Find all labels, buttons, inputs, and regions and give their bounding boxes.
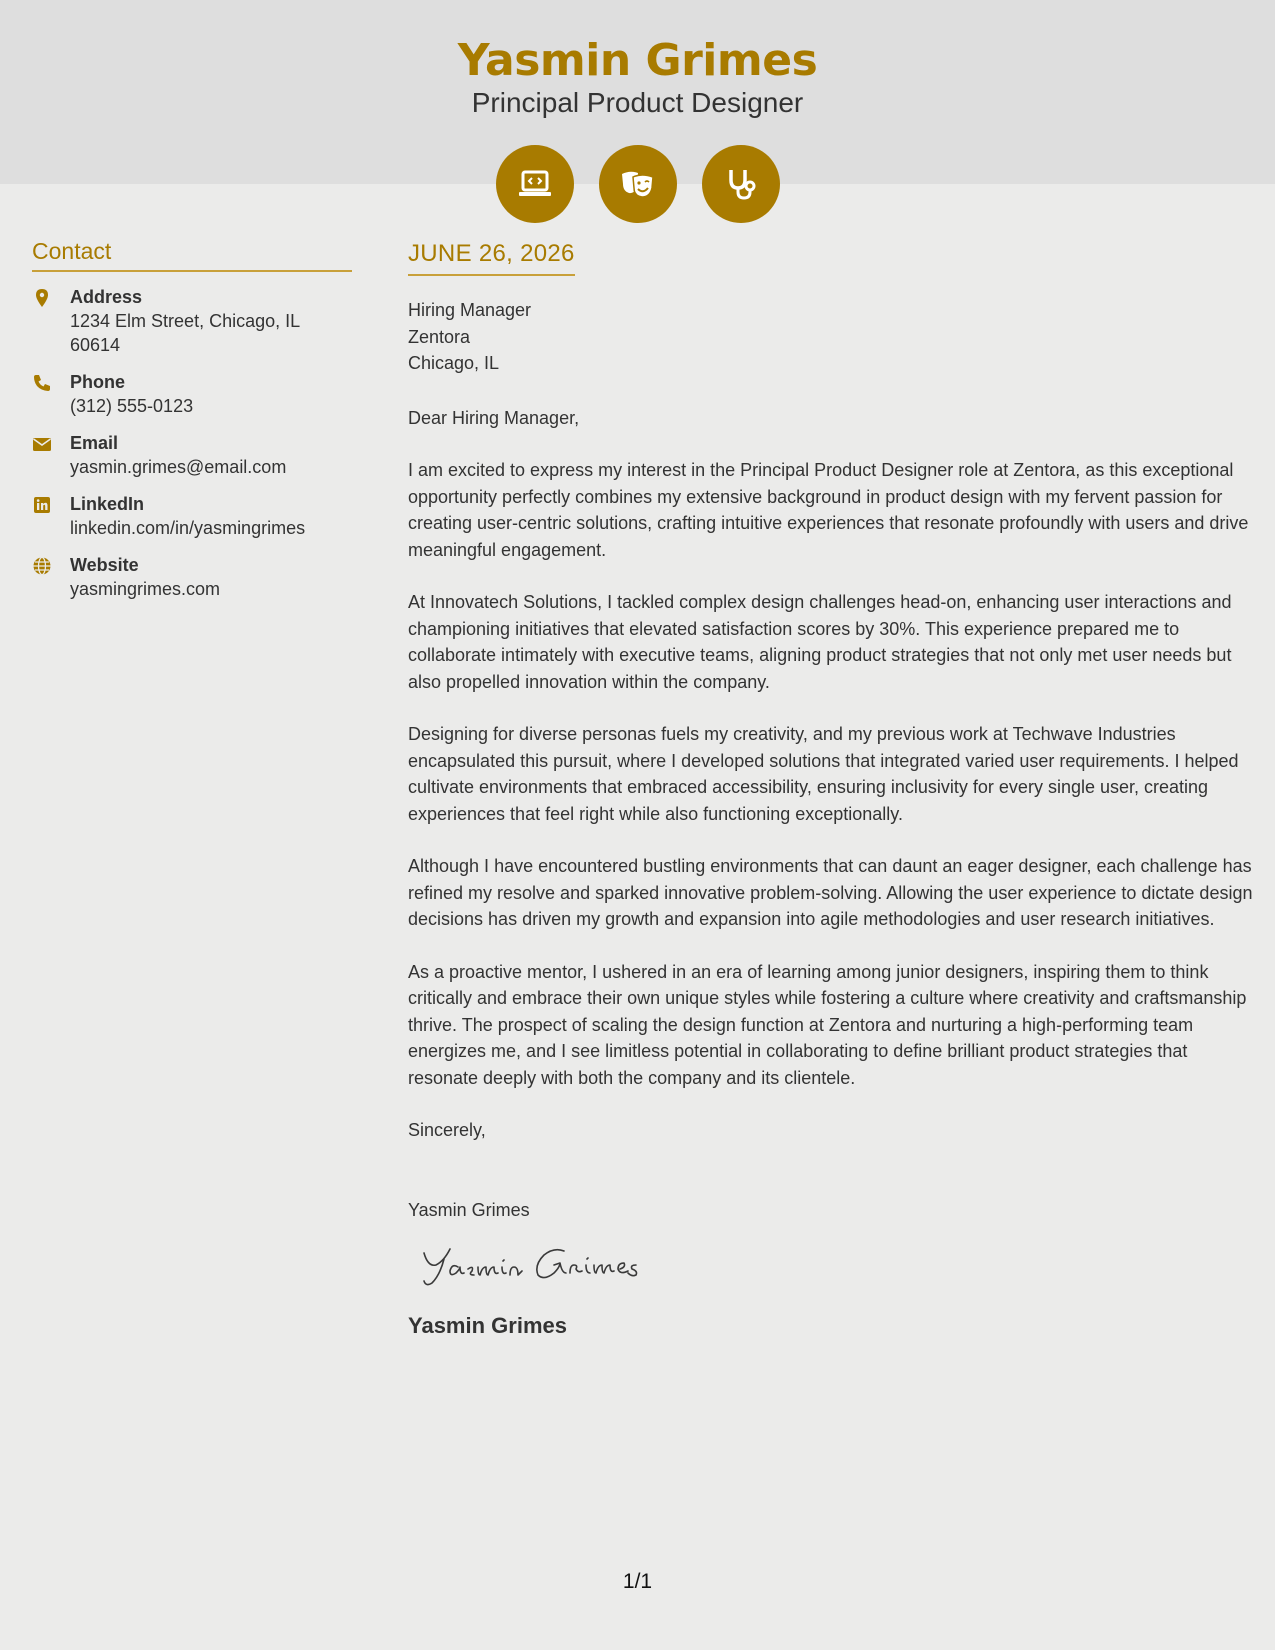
phone-icon [32,370,70,418]
contact-website [32,553,352,601]
page-number: 1/1 [622,1570,653,1593]
globe-icon [32,553,70,601]
recipient-block [408,297,1253,377]
linkedin-icon [32,492,70,540]
signature [414,1241,1253,1289]
recipient-line: Chicago, IL [408,353,500,373]
address-value: 1234 Elm Street, Chicago, IL 60614 [70,311,300,355]
contact-phone [32,370,352,418]
typed-name: Yasmin Grimes [408,1199,530,1220]
recipient-line: Hiring Manager [408,300,532,320]
stethoscope-icon [702,145,780,223]
applicant-name: Yasmin Grimes [457,35,818,86]
linkedin-label: LinkedIn [70,494,145,514]
salutation: Dear Hiring Manager, [408,407,580,428]
paragraph: Although I have encountered bustling environments that can daunt an eager designer, each challenge has refined my resolve and sparked innovative problem-solving. Allowing the user experience to dictate design decisions has driven my growth and expansion into agile methodologies and user research initiatives. [408,856,1253,929]
recipient-line: Zentora [408,326,471,347]
email-label: Email [70,433,119,453]
map-pin-icon [32,285,70,357]
header-icons [0,145,1275,223]
phone-label: Phone [70,372,126,392]
contact-email [32,431,352,479]
signer-name: Yasmin Grimes [408,1313,567,1338]
paragraph: Designing for diverse personas fuels my creativity, and my previous work at Techwave Industries encapsulated this pursuit, where I developed solutions that integrated varied user requirements. I helped cultivate environments that embraced accessibility, ensuring inclusivity for every single user, creating experiences that feel right while also functioning exceptionally. [408,724,1239,824]
linkedin-value[interactable]: linkedin.com/in/yasmingrimes [70,518,306,538]
laptop-code-icon [496,145,574,223]
contact-sidebar [32,238,352,601]
contact-address [32,285,352,357]
paragraph: As a proactive mentor, I ushered in an era of learning among junior designers, inspiring them to think critically and embrace their own unique styles while fostering a culture where creativity and craftsmanship thrive. The prospect of scaling the design function at Zentora and nurturing a high-performing team energizes me, and I see limitless potential in collaborating to define brilliant product strategies that resonate deeply with both the company and its clientele. [408,961,1247,1088]
contact-heading: Contact [32,238,352,272]
website-value[interactable]: yasmingrimes.com [70,579,221,599]
address-label: Address [70,287,143,307]
letter-date: JUNE 26, 2026 [408,240,575,276]
letter-body [408,240,1253,1339]
theater-masks-icon [599,145,677,223]
email-value[interactable]: yasmin.grimes@email.com [70,457,287,477]
phone-value[interactable]: (312) 555-0123 [70,396,194,416]
job-title: Principal Product Designer [471,87,804,118]
closing: Sincerely, [408,1120,486,1140]
paragraph: I am excited to express my interest in the Principal Product Designer role at Zentora, as this exceptional opportunity perfectly combines my extensive background in product design with my fervent passion for creating user-centric solutions, crafting intuitive experiences that resonate profoundly with users and drive meaningful engagement. [408,460,1249,560]
website-label: Website [70,555,139,575]
envelope-icon [32,431,70,479]
paragraph: At Innovatech Solutions, I tackled complex design challenges head-on, enhancing user interactions and championing initiatives that elevated satisfaction scores by 30%. This experience prepared me to collaborate intimately with executive teams, aligning product strategies that not only met user needs but also propelled innovation within the company. [408,592,1232,692]
contact-linkedin [32,492,352,540]
